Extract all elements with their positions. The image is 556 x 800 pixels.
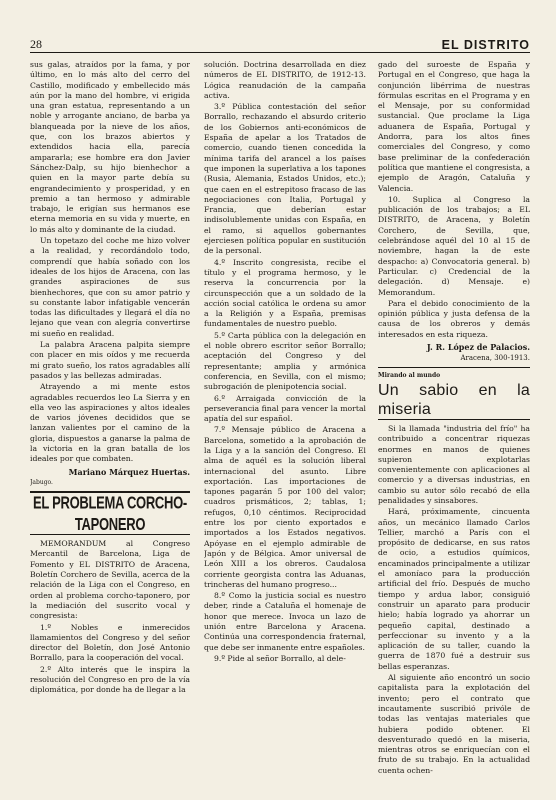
- page-number: 28: [30, 37, 42, 51]
- paragraph: Atrayendo a mi mente estos agradables recuerdos leo La Sierra y en ella veo las aspiraciones y altos ideales de varios jóvenes decididos que se lanzan valientes por el camino de la gloria, dispuestos a ganarse la palma de la victoria en la gran batalla de los ideales por que combaten.: [30, 382, 190, 464]
- section-kicker: Mirando al mundo: [378, 371, 441, 379]
- paragraph: 6.º Arraigada convicción de la perseverancia final para vencer la mortal apatía del sur español.: [204, 393, 366, 424]
- paragraph: Para el debido conocimiento de la opinión pública y justa defensa de la causa de los obreros y demás interesados en esta riqueza.: [378, 298, 530, 339]
- paragraph: Un topetazo del coche me hizo volver a la realidad, y recordándolo todo, comprendí que había soñado con los ideales de los hijos de Aracena, con las grandes aspiraciones de sus bienhechores, que con su amor patrio y su constante labor infatigable vencerán todas las dificultades y llegará el día no lejano que vean con alegría convertirse mi sueño en realidad.: [30, 236, 190, 338]
- paragraph: Al siguiente año encontró un socio capitalista para la explotación del invento; pero el contrato que incautamente suscribió privóle de todas las ventajas materiales que hubiera podido obtener. El desventurado quedó en la miseria, mientras otros se enriquecían con el fruto de su trabajo. En la actualidad cuenta ochen-: [378, 673, 530, 775]
- paragraph: 4.º Inscrito congresista, recibe el título y el programa hermoso, y le reserva la concurrencia por la circunspección que a un soldado de la acción social católica le ordena su amor a la Religión y a España, premisas fundamentales de nuestro pueblo.: [204, 257, 366, 329]
- paragraph: 2.º Alto interés que le inspira la resolución del Congreso en pro de la vía diplomática, por donde ha de llegar a la: [30, 664, 190, 695]
- paragraph: gado del suroeste de España y Portugal en el Congreso, que haga la conjunción libérrima de nuestras fórmulas escritas en el Programa y en el Mensaje, por su conformidad sustancial. Que proclame la Liga aduanera de España, Portugal y Andorra, para los altos fines comerciales del Congreso, y como base preliminar de la confederación política que mantiene el congresista, a ejemplo de Aragón, Cataluña y Valencia.: [378, 60, 530, 193]
- paragraph: 10. Suplica al Congreso la publicación de los trabajos; a EL DISTRITO, de Aracena, y Boletín Corchero, de Sevilla, que, celebrándose aquél del 10 al 15 de noviembre, hagan la de este despacho: a) Convocatoria general. b) Particular. c) Credencial de la delegación. d) Mensaje. e) Memorandum.: [378, 194, 530, 297]
- dateline: Jabugo.: [30, 478, 53, 486]
- paragraph: MEMORANDUM al Congreso Mercantil de Barcelona, Liga de Fomento y EL DISTRITO de Aracena, Boletín Corchero de Sevilla, acerca de la relación de la Liga con el Congreso, en orden al problema corcho-taponero, por la mediación del suscrito vocal y congresista:: [30, 539, 190, 621]
- paragraph: solución. Doctrina desarrollada en diez números de EL DISTRITO, de 1912-13. Lógica reanudación de la campaña activa.: [204, 60, 366, 100]
- paragraph: 8.º Como la justicia social es nuestro deber, rinde a Cataluña el homenaje de honor que merece. Invoca un lazo de unión entre Barcelona y Aracena. Continúa una correspondencia fraternal, que debe ser inmanente entre españoles.: [204, 591, 366, 652]
- author-signature: Mariano Márquez Huertas.: [68, 466, 190, 477]
- article-title: EL PROBLEMA CORCHO-TAPONERO: [33, 492, 187, 535]
- publication-name: EL DISTRITO: [441, 38, 530, 52]
- column-2: [204, 60, 366, 784]
- section-divider: [378, 367, 530, 368]
- column-1: [30, 60, 190, 784]
- paragraph: 7.º Mensaje público de Aracena a Barcelona, sometido a la aprobación de la Liga y a la sanción del Congreso. El alma de aquél es la solución liberal internacional del asunto. Libre exportación. Las importaciones de tapones pagarán 5 por 100 del valor; cuadros prismáticos, 2; tablas, 1; refugos, 0,10 céntimos. Reciprocidad entre los por ciento exportados e importados a los Estados negativos. Apóyase en el ejemplo admirable de Japón y de Bélgica. Amor universal de León XIII a los obreros. Caudalosa corriente georgista contra las Aduanas, trincheras del humano progreso...: [204, 425, 366, 589]
- paragraph: La palabra Aracena palpita siempre con placer en mis oídos y me recuerda mi grato sueño, los ratos agradables allí pasados y las bellezas admiradas.: [30, 340, 190, 380]
- paragraph: 5.º Carta pública con la delegación en el noble obrero escritor señor Borrallo; aceptación del Congreso y del representante; amplia y armónica conferencia, en Sevilla, con el mismo; subrogación de plenipotencia social.: [204, 330, 366, 392]
- author-signature: J. R. López de Palacios.: [426, 342, 530, 353]
- paragraph: sus galas, atraídos por la fama, y por último, en lo más alto del cerro del Castillo, modificado y embellecido más aún por la mano del hombre, vi erigida una gran estatua, representando a un noble y arrogante anciano, de barba ya blanqueada por la nieve de los años, que, con los brazos abiertos y extendidos hacia ella, parecía ampararla; ese hombre era don Javier Sánchez-Dalp, su hijo bienhechor a quien en la mayor parte debía su engrandecimiento y prosperidad, y en premio a tan hermoso y admirable trabajo, le erigían sus hermanos ese eterna memoria en su vida y muerte, en lo más alto y dominante de la ciudad.: [30, 60, 190, 234]
- paragraph: 1.º Nobles e inmerecidos llamamientos del Congreso y del señor director del Boletín, don José Antonio Borrallo, para la cooperación del vocal.: [30, 622, 190, 663]
- dateline: Aracena, 300-1913.: [460, 354, 530, 363]
- article-title-box: [30, 491, 190, 535]
- paragraph: Si la llamada "industria del frío" ha contribuido a concentrar riquezas enormes en manos de quienes supieron explotarlas convenientemente con aplicaciones al comercio y a diversas industrias, en cambio su autor sólo recabó de ella penalidades y sinsabores.: [378, 423, 530, 505]
- paragraph: 9.º Pide al señor Borrallo, al dele-: [214, 653, 346, 663]
- paragraph: 3.º Pública contestación del señor Borrallo, rechazando el absurdo criterio de los Gobiernos anti-económicos de España de apelar a los Tratados de comercio, cuando tienen concedida la mínima tarifa del arancel a los países que imponen la superlativa a los tapones (Rusia, Alemania, Estados Unidos, etc.); que caen en el estrepitoso fracaso de las negociaciones con Italia, Portugal y Francia, que deberían estar indisolublemente unidas con España, en el ramo, si aquellos gobernantes ejerciesen política popular en sustitución de la personal.: [204, 102, 366, 256]
- column-3: [378, 60, 530, 784]
- paragraph: Hará, próximamente, cincuenta años, un mecánico llamado Carlos Tellier, marchó a París con el propósito de dedicarse, en sus ratos de ocio, a estudios químicos, encaminados principalmente a utilizar el amoníaco para la producción artificial del frío. Después de mucho tiempo y ardua labor, consiguió construir un aparato para producir hielo; había logrado ya ahorrar un pequeño capital, destinado a perfeccionar su invento y a la aplicación de su taller, cuando la guerra de 1870 fué a destruir sus bellas esperanzas.: [378, 507, 530, 671]
- page-header: [30, 34, 530, 53]
- article-title: Un sabio en la miseria: [378, 381, 530, 418]
